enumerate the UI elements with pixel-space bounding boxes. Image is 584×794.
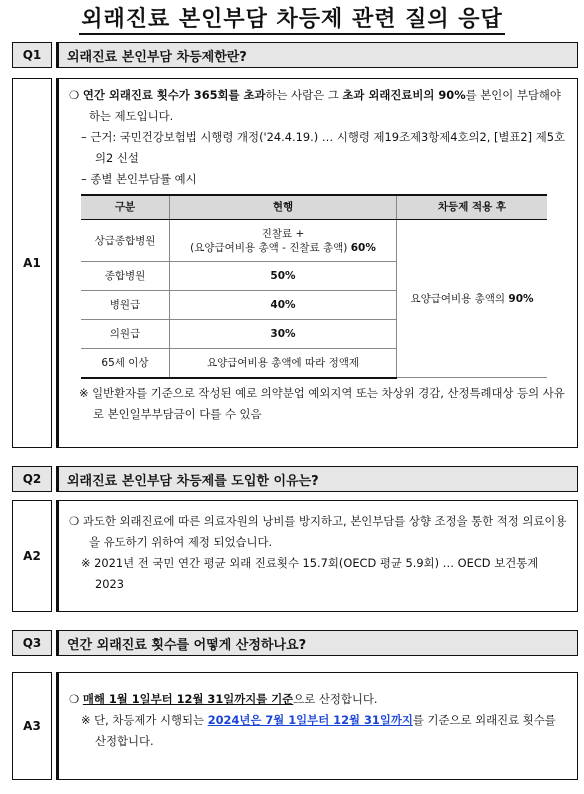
table-row: 상급종합병원 진찰료 + (요양급여비용 총액 - 진찰료 총액) 60% 요양급여비용 총액의 90% (81, 220, 547, 262)
bullet-icon: ❍ (69, 692, 80, 706)
footnote: ※ 일반환자를 기준으로 작성된 예로 의약분업 예외지역 또는 차상위 경감, 산정특례대상 등의 사유로 본인일부부담금이 다를 수 있음 (79, 385, 565, 421)
question-row-1 (12, 42, 578, 68)
question-text: 외래진료 본인부담 차등제를 도입한 이유는? (56, 466, 578, 492)
question-row-3 (12, 630, 578, 656)
table-header: 현행 (170, 195, 397, 220)
answer-paragraph: ❍ 매해 1월 1일부터 12월 31일까지를 기준으로 산정합니다. (69, 692, 378, 706)
question-label: Q1 (12, 42, 52, 68)
bullet-icon: ❍ (69, 88, 80, 102)
after-cell: 요양급여비용 총액의 90% (397, 220, 548, 378)
answer-paragraph: ❍ 과도한 외래진료에 따른 의료자원의 낭비를 방지하고, 본인부담를 상향 조정을 통한 적정 의료이용을 유도하기 위하여 제정 되었습니다. (69, 514, 567, 549)
question-label: Q3 (12, 630, 52, 656)
answer-box (56, 500, 578, 612)
table-header: 차등제 적용 후 (397, 195, 548, 220)
highlight-dates: 2024년은 7월 1일부터 12월 31일까지 (207, 713, 413, 727)
answer-label: A2 (12, 500, 52, 612)
answer-paragraph: ❍ 연간 외래진료 횟수가 365회를 초과하는 사람은 그 초과 외래진료비의 90%를 본인이 부담해야하는 제도입니다. (69, 88, 561, 123)
table-row: 65세 이상 요양급여비용 총액에 따라 정액제 (81, 349, 547, 378)
example-heading: – 종별 본인부담률 예시 (81, 172, 197, 186)
question-text: 연간 외래진료 횟수를 어떻게 산정하나요? (56, 630, 578, 656)
footnote: ※ 2021년 전 국민 연간 평균 외래 진료횟수 15.7회(OECD 평균 5.9회) … OECD 보건통계 2023 (81, 556, 539, 591)
answer-label: A3 (12, 672, 52, 780)
answer-box (56, 672, 578, 780)
question-row-2 (12, 466, 578, 492)
table-row: 종합병원 50% (81, 262, 547, 291)
answer-row-1 (12, 78, 578, 448)
rate-table (81, 194, 547, 379)
answer-row-3 (12, 672, 578, 780)
footnote: ※ 단, 차등제가 시행되는 2024년은 7월 1일부터 12월 31일까지를 기준으로 외래진료 횟수를 산정합니다. (81, 713, 556, 748)
table-header: 구분 (81, 195, 170, 220)
question-text: 외래진료 본인부담 차등제한란? (56, 42, 578, 68)
answer-box (56, 78, 578, 448)
table-row: 병원급 40% (81, 291, 547, 320)
basis-text: – 근거: 국민건강보험법 시행령 개정('24.4.19.) … 시행령 제19조제3항제4호의2, [별표2] 제5호의2 신설 (81, 130, 565, 165)
page-title: 외래진료 본인부담 차등제 관련 질의 응답 (0, 2, 584, 33)
answer-row-2 (12, 500, 578, 612)
table-row: 의원급 30% (81, 320, 547, 349)
question-label: Q2 (12, 466, 52, 492)
answer-label: A1 (12, 78, 52, 448)
